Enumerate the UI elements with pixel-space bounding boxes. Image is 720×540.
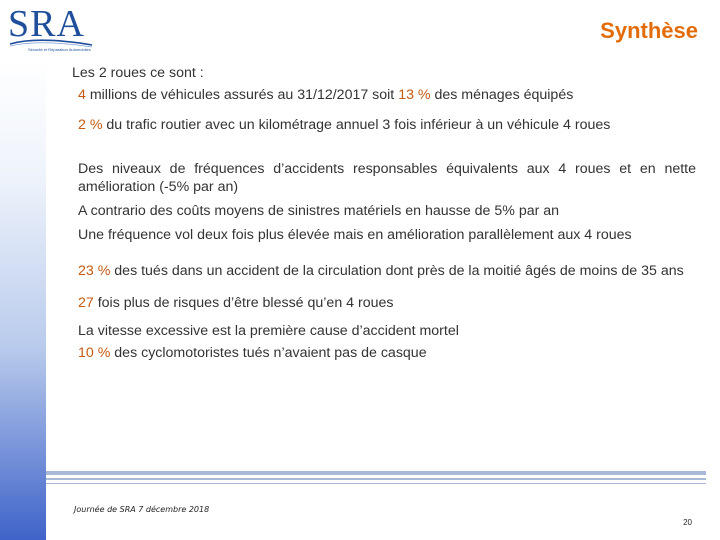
item-vehicles-text: millions de véhicules assurés au 31/12/2017 soit bbox=[85, 87, 399, 103]
slide-content bbox=[74, 64, 696, 362]
stat-deaths-text: des tués dans un accident de la circulation dont près de la moitié âgés de moins de 35 ans bbox=[110, 263, 684, 279]
stat-helmet-highlight: 10 % bbox=[78, 345, 111, 361]
stat-helmet-text: des cyclomotoristes tués n’avaient pas de casque bbox=[110, 345, 427, 361]
para-speed: La vitesse excessive est la première cause d’accident mortel bbox=[78, 323, 459, 339]
stat-injury bbox=[78, 294, 696, 312]
para-costs: A contrario des coûts moyens de sinistres matériels en hausse de 5% par an bbox=[78, 203, 560, 219]
footer-divider-2 bbox=[46, 478, 706, 480]
item-vehicles bbox=[78, 86, 696, 104]
item-vehicles-highlight: 4 bbox=[78, 87, 86, 103]
para-frequencies: Des niveaux de fréquences d’accidents responsables équivalents aux 4 roues et en nette amélioration (-5% par an) bbox=[78, 161, 696, 195]
logo-tagline: Sécurité et Réparation Automobiles bbox=[28, 47, 91, 52]
item-traffic-text: du trafic routier avec un kilométrage annuel 3 fois inférieur à un véhicule 4 roues bbox=[102, 117, 611, 133]
footer-divider-3 bbox=[46, 483, 706, 484]
page-title: Synthèse bbox=[600, 18, 698, 43]
item-vehicles-text-2: des ménages équipés bbox=[430, 87, 574, 103]
intro-text: Les 2 roues ce sont : bbox=[72, 65, 204, 81]
item-traffic bbox=[78, 116, 696, 134]
stat-helmet bbox=[78, 344, 696, 362]
stat-injury-highlight: 27 bbox=[78, 295, 94, 311]
sra-logo bbox=[8, 4, 98, 58]
logo-text: SRA bbox=[8, 3, 85, 45]
stat-deaths-highlight: 23 % bbox=[78, 263, 111, 279]
item-traffic-highlight: 2 % bbox=[78, 117, 103, 133]
footer-divider bbox=[46, 471, 706, 475]
page-number: 20 bbox=[683, 518, 692, 527]
para-theft: Une fréquence vol deux fois plus élevée mais en amélioration parallèlement aux 4 roues bbox=[78, 227, 632, 243]
stat-injury-text: fois plus de risques d’être blessé qu’en 4 roues bbox=[93, 295, 394, 311]
stat-deaths bbox=[78, 262, 696, 280]
item-vehicles-highlight-2: 13 % bbox=[398, 87, 431, 103]
logo-swoosh-icon bbox=[8, 34, 94, 48]
footer-text: Journée de SRA 7 décembre 2018 bbox=[74, 505, 210, 514]
sidebar-gradient bbox=[0, 58, 46, 540]
